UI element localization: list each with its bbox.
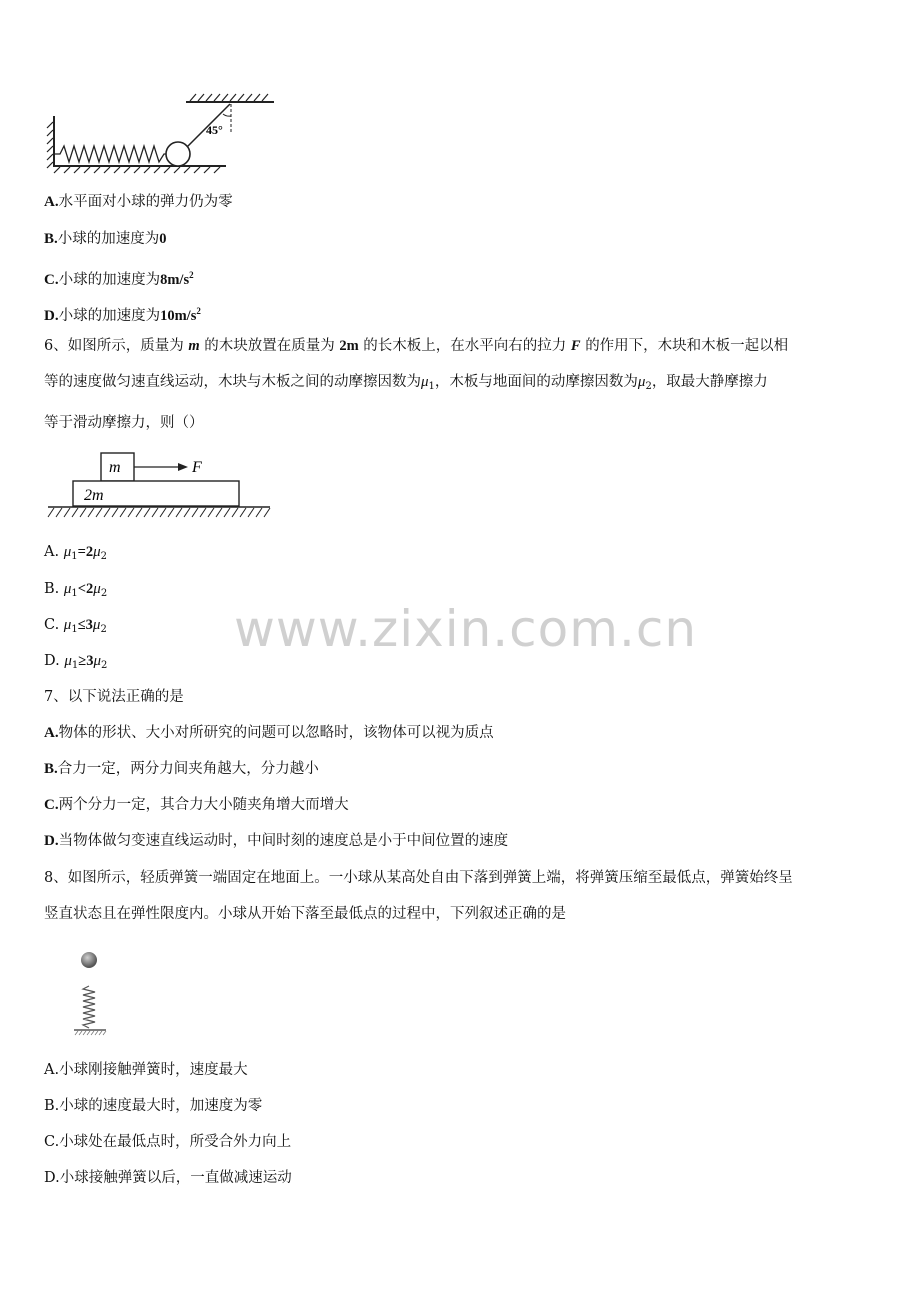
block-label: m <box>109 459 121 476</box>
q8-option-d: D.小球接触弹簧以后，一直做减速运动 <box>44 1170 292 1186</box>
q8-line1: 8、如图所示，轻质弹簧一端固定在地面上。一小球从某高处自由下落到弹簧上端，将弹簧压缩至最低点，弹簧始终呈 <box>44 870 793 886</box>
board-label: 2m <box>84 487 104 504</box>
q7-option-c: C.两个分力一定，其合力大小随夹角增大而增大 <box>44 797 349 813</box>
falling-ball-spring-figure <box>66 948 114 1040</box>
q6-stem <box>44 328 884 441</box>
q8-line2: 竖直状态且在弹性限度内。小球从开始下落至最低点的过程中，下列叙述正确的是 <box>44 906 566 922</box>
q6-line1: 6、如图所示，质量为 m 的木块放置在质量为 2m 的长木板上，在水平向右的拉力 F 的作用下，木块和木板一起以相 <box>44 338 789 354</box>
q7-option-a: A.物体的形状、大小对所研究的问题可以忽略时，该物体可以视为质点 <box>44 725 494 741</box>
q6-option-c: C. $\mu_1\le 3\mu_2$ <box>44 617 107 635</box>
q5-option-b: B.小球的加速度为0 <box>44 231 167 247</box>
q8-option-b: B.小球的速度最大时，加速度为零 <box>44 1098 263 1114</box>
q8-option-a: A.小球刚接触弹簧时，速度最大 <box>44 1062 248 1078</box>
q6-line2: 等的速度做匀速直线运动，木块与木板之间的动摩擦因数为$\mu_1$，木板与地面间的动摩擦因数为$\mu_2$，取最大静摩擦力 <box>44 374 768 392</box>
angle-label: 45° <box>206 123 223 137</box>
q8-option-c: C.小球处在最低点时，所受合外力向上 <box>44 1134 292 1150</box>
watermark: www.zixin.com.cn <box>234 600 698 658</box>
q5-option-c: C.小球的加速度为$8m/s^2$ <box>44 270 194 288</box>
force-label: F <box>192 459 202 476</box>
q6-option-b: B. $\mu_1<2\mu_2$ <box>44 581 108 599</box>
q5-option-a: A.水平面对小球的弹力仍为零 <box>44 194 233 210</box>
q6-option-d: D. $\mu_1\ge 3\mu_2$ <box>44 653 108 671</box>
spring-ball-figure <box>40 92 280 174</box>
q6-line3: 等于滑动摩擦力，则（） <box>44 415 204 431</box>
q7-option-b: B.合力一定，两分力间夹角越大，分力越小 <box>44 761 319 777</box>
q6-option-a: A. $\mu_1=2\mu_2$ <box>44 544 108 562</box>
q8-stem <box>44 860 884 932</box>
q5-option-d: D.小球的加速度为$10m/s^2$ <box>44 306 201 324</box>
q7-option-d: D.当物体做匀变速直线运动时，中间时刻的速度总是小于中间位置的速度 <box>44 833 509 849</box>
q7-stem: 7、以下说法正确的是 <box>44 689 184 705</box>
block-board-figure <box>44 450 276 522</box>
